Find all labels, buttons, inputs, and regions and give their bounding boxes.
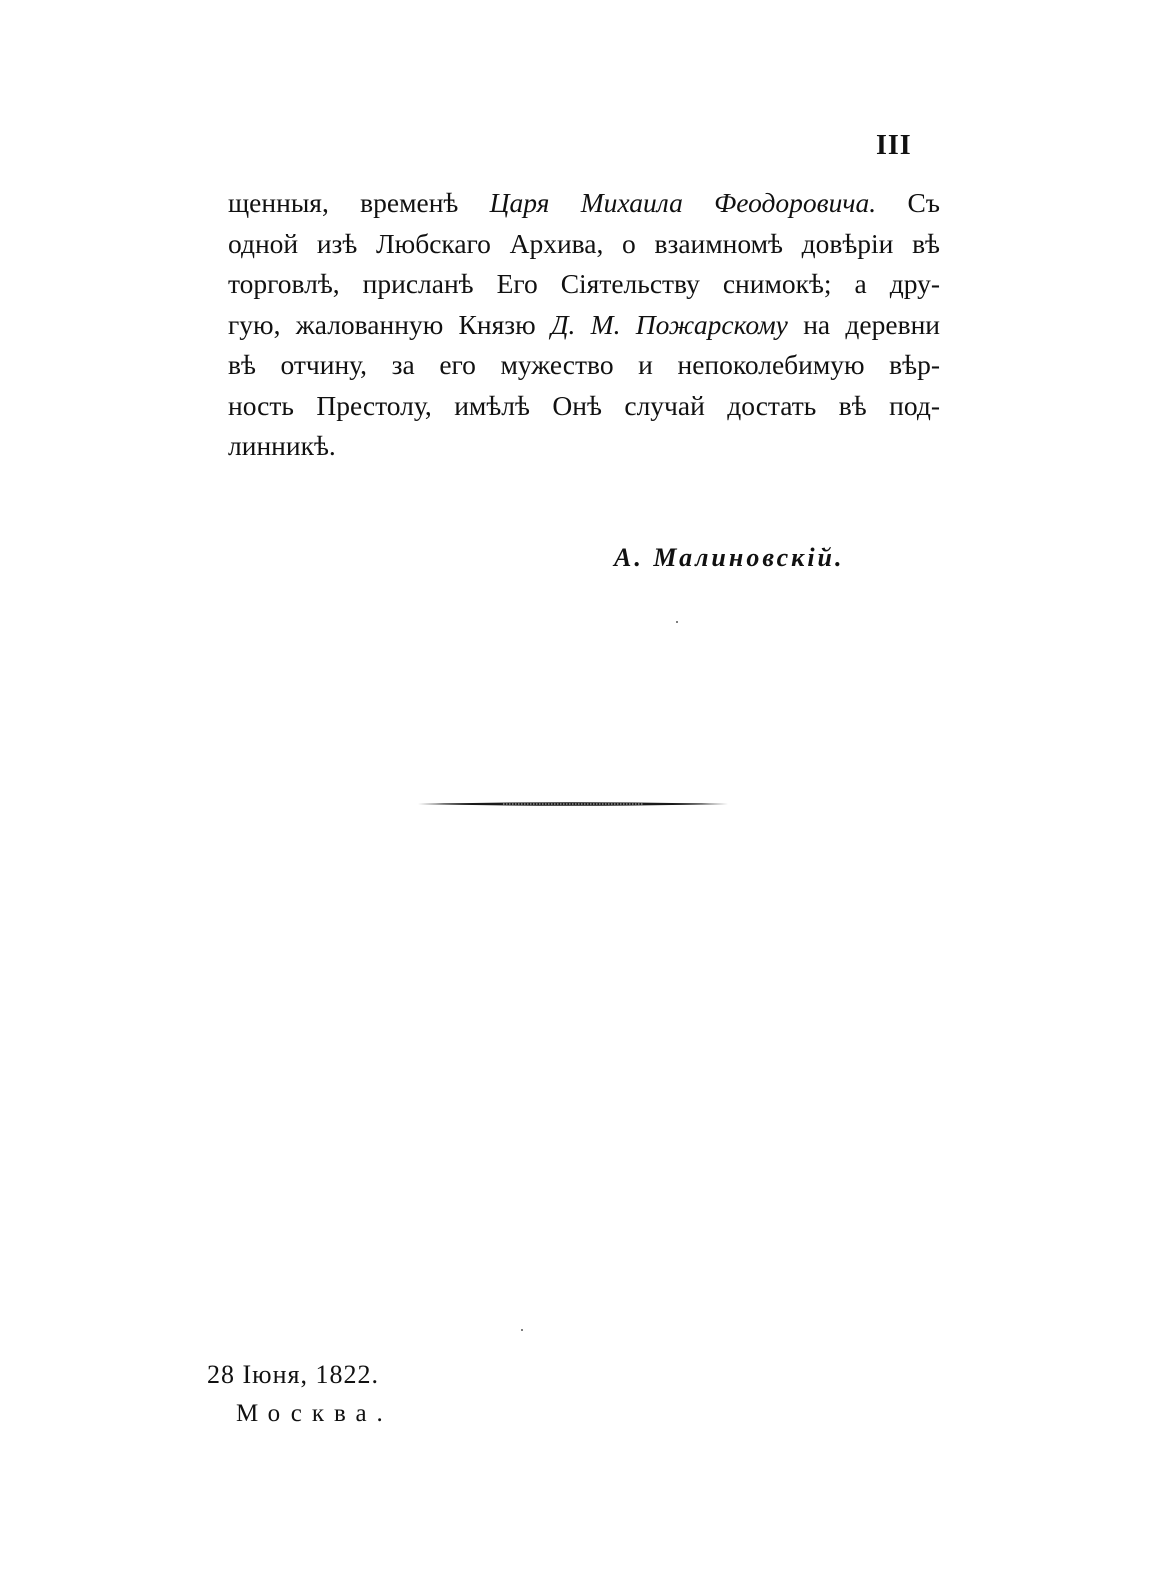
text-run: вѣ отчину, за его мужество и непоколебимую вѣр- bbox=[228, 349, 940, 380]
paragraph-line bbox=[228, 345, 940, 386]
text-run: линникѣ. bbox=[228, 430, 336, 461]
text-run: щенныя, временѣ bbox=[228, 187, 490, 218]
print-speck bbox=[521, 1329, 523, 1331]
paragraph-line bbox=[228, 426, 940, 467]
text-run: ность Престолу, имѣлѣ Онѣ случай достать вѣ под- bbox=[228, 389, 940, 421]
body-paragraph bbox=[228, 183, 940, 467]
print-speck bbox=[676, 621, 678, 623]
text-run-italic: Царя Михаила Феодоровича. bbox=[489, 187, 877, 218]
paragraph-line bbox=[228, 183, 940, 224]
paragraph-line bbox=[228, 305, 940, 346]
paragraph-line bbox=[228, 224, 940, 265]
text-run: одной изѣ Любскаго Архива, о взаимномѣ довѣріи вѣ bbox=[228, 227, 940, 259]
text-run: Съ bbox=[876, 187, 941, 218]
text-run: гую, жалованную Князю bbox=[228, 308, 551, 340]
text-run: торговлѣ, присланѣ Его Сіятельству снимокѣ; а дру- bbox=[228, 268, 940, 299]
paragraph-line bbox=[228, 386, 940, 427]
ornamental-divider bbox=[418, 800, 728, 808]
author-signature: А. Малиновскій. bbox=[614, 543, 845, 572]
place-name: Москва. bbox=[236, 1400, 393, 1427]
text-run: на деревни bbox=[787, 308, 941, 340]
page-number: III bbox=[876, 130, 912, 161]
paragraph-line bbox=[228, 264, 940, 305]
dateline: 28 Іюня, 1822. bbox=[207, 1360, 379, 1389]
text-run-italic: Д. М. Пожарскому bbox=[550, 308, 788, 340]
